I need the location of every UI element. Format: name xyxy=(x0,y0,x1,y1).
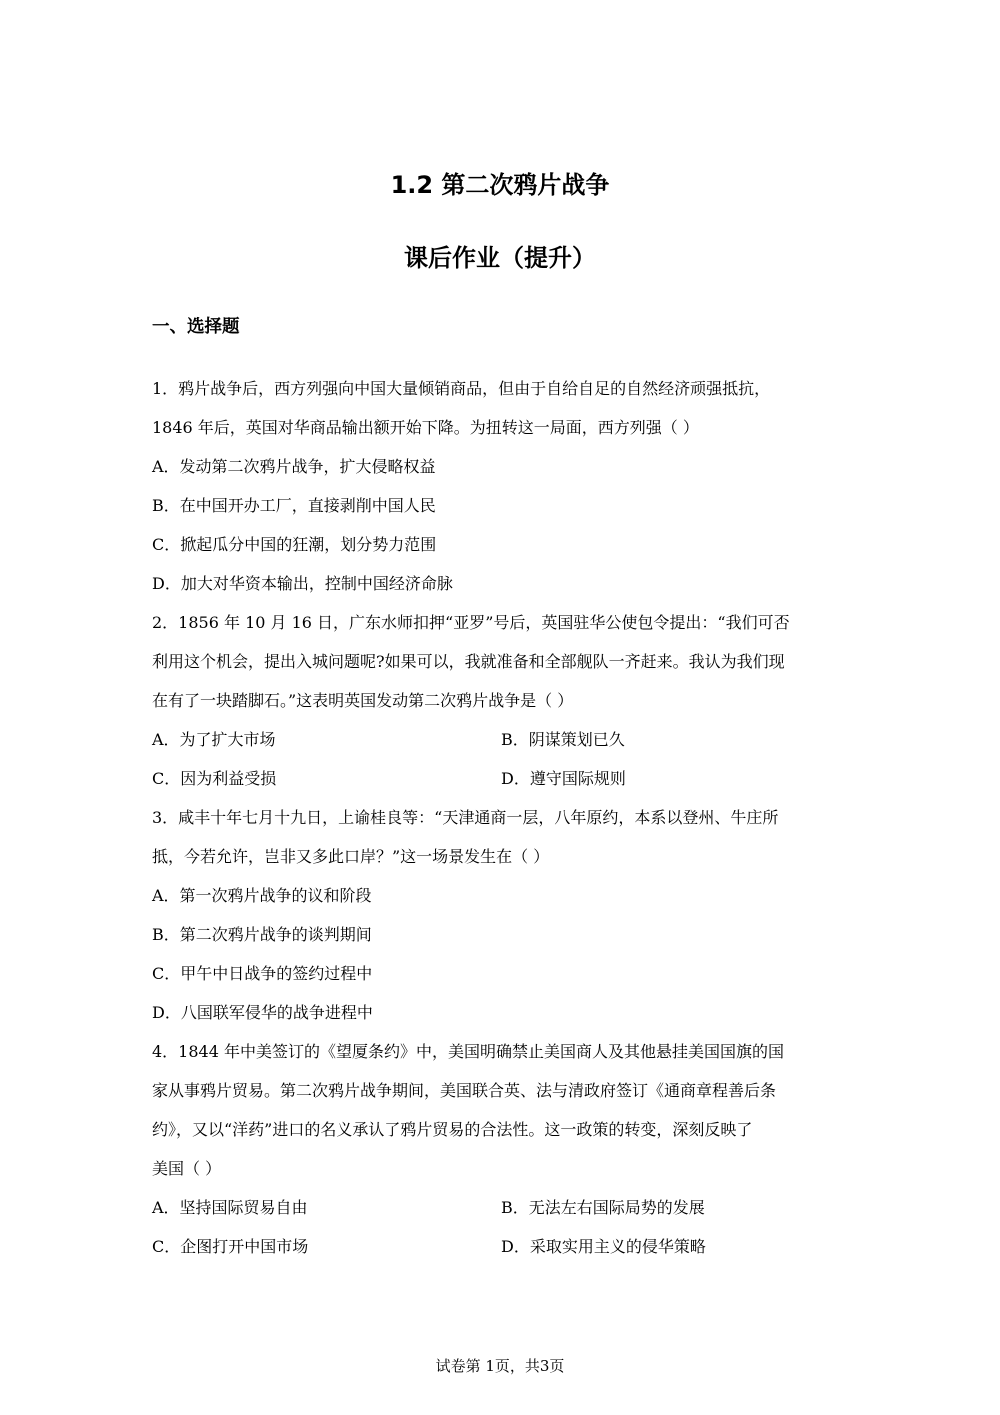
option-d: D．遵守国际规则 xyxy=(501,769,626,788)
question-stem-line: 利用这个机会，提出入城问题呢?如果可以，我就准备和全部舰队一齐赶来。我认为我们现 xyxy=(152,652,785,671)
question-stem-line: 美国（ ） xyxy=(152,1159,222,1178)
question-stem-line: 在有了一块踏脚石。”这表明英国发动第二次鸦片战争是（ ） xyxy=(152,691,574,710)
section-heading: 一、选择题 xyxy=(152,317,240,337)
question-1 xyxy=(152,369,852,603)
question-3 xyxy=(152,798,852,1032)
option-row xyxy=(152,759,852,798)
option-c: C．甲午中日战争的签约过程中 xyxy=(152,964,373,983)
option-a: A．为了扩大市场 xyxy=(152,730,276,749)
document-title: 1.2 第二次鸦片战争 xyxy=(390,171,610,199)
question-stem-line: 4．1844 年中美签订的《望厦条约》中，美国明确禁止美国商人及其他悬挂美国国旗的国 xyxy=(152,1042,784,1061)
option-b: B．第二次鸦片战争的谈判期间 xyxy=(152,925,372,944)
option-b: B．在中国开办工厂，直接剥削中国人民 xyxy=(152,496,436,515)
option-b: B．无法左右国际局势的发展 xyxy=(501,1198,705,1217)
option-c: C．掀起瓜分中国的狂潮，划分势力范围 xyxy=(152,535,437,554)
option-row xyxy=(152,1188,852,1227)
option-a: A．发动第二次鸦片战争，扩大侵略权益 xyxy=(152,457,436,476)
option-a: A．第一次鸦片战争的议和阶段 xyxy=(152,886,372,905)
option-a: A．坚持国际贸易自由 xyxy=(152,1198,308,1217)
question-4 xyxy=(152,1032,852,1266)
option-row xyxy=(152,720,852,759)
question-stem-line: 2．1856 年 10 月 16 日，广东水师扣押“亚罗”号后，英国驻华公使包令提出：“我们可否 xyxy=(152,613,790,632)
option-row xyxy=(152,1227,852,1266)
question-2 xyxy=(152,603,852,798)
question-stem-line: 约》，又以“洋药”进口的名义承认了鸦片贸易的合法性。这一政策的转变，深刻反映了 xyxy=(152,1120,753,1139)
option-c: C．因为利益受损 xyxy=(152,769,277,788)
question-stem-line: 1．鸦片战争后，西方列强向中国大量倾销商品，但由于自给自足的自然经济顽强抵抗， xyxy=(152,379,771,398)
question-list xyxy=(152,369,852,1266)
question-stem-line: 家从事鸦片贸易。第二次鸦片战争期间，美国联合英、法与清政府签订《通商章程善后条 xyxy=(152,1081,777,1100)
question-stem-line: 1846 年后，英国对华商品输出额开始下降。为扭转这一局面，西方列强（ ） xyxy=(152,418,699,437)
question-stem-line: 抵，今若允许，岂非又多此口岸？”这一场景发生在（ ） xyxy=(152,847,550,866)
option-b: B．阴谋策划已久 xyxy=(501,730,625,749)
document-subtitle: 课后作业（提升） xyxy=(404,244,596,272)
option-d: D．八国联军侵华的战争进程中 xyxy=(152,1003,373,1022)
option-c: C．企图打开中国市场 xyxy=(152,1237,309,1256)
page-footer: 试卷第 1页，共3页 xyxy=(435,1357,565,1375)
option-d: D．采取实用主义的侵华策略 xyxy=(501,1237,706,1256)
question-stem-line: 3．咸丰十年七月十九日，上谕桂良等：“天津通商一层，八年原约，本系以登州、牛庄所 xyxy=(152,808,779,827)
option-d: D．加大对华资本输出，控制中国经济命脉 xyxy=(152,574,453,593)
